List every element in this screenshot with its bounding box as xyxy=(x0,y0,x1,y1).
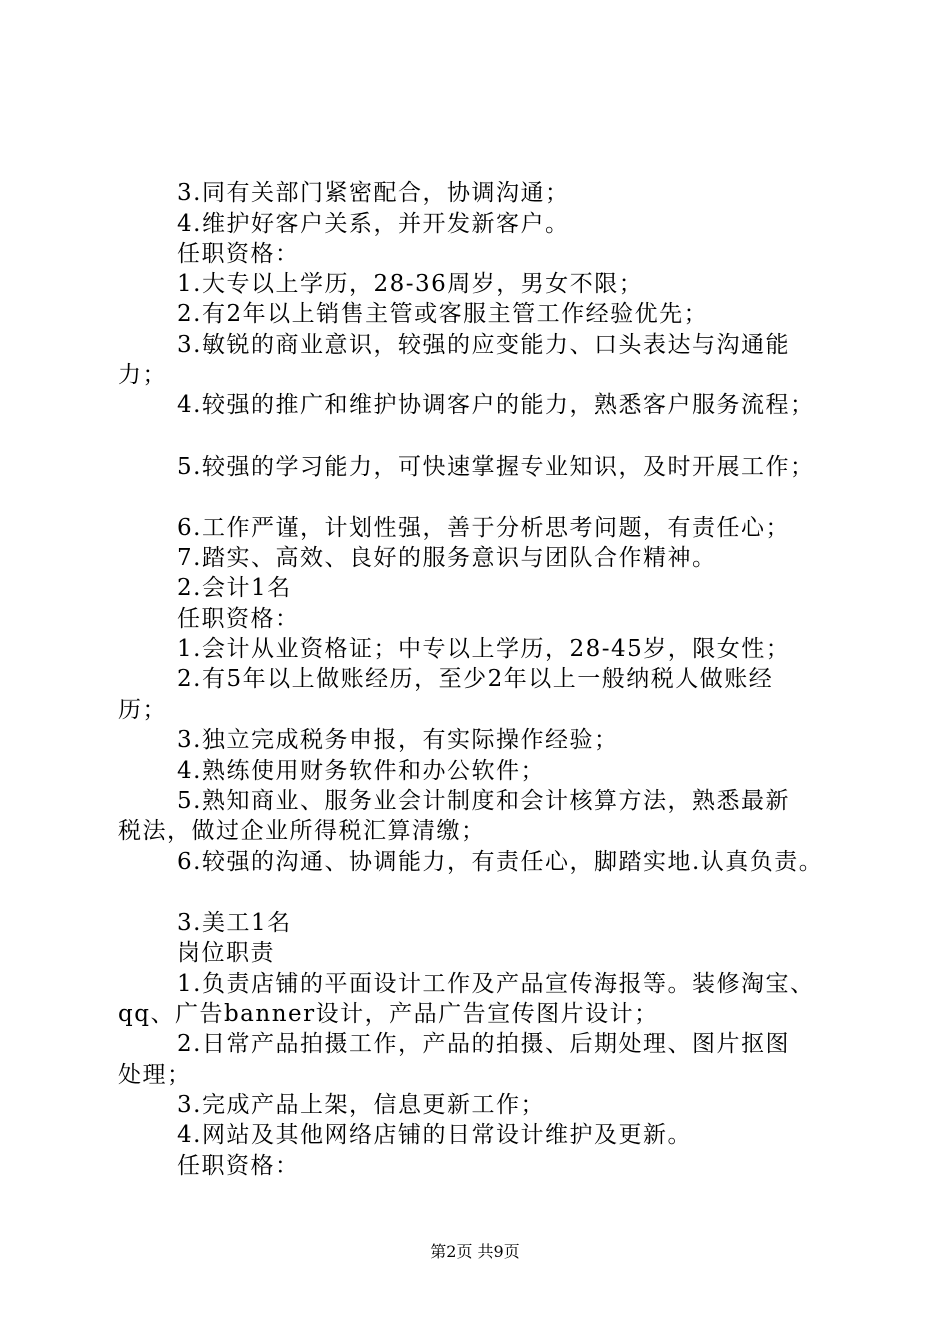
page-footer: 第2页 共9页 xyxy=(430,1242,520,1261)
section-heading: 2.会计1名 xyxy=(177,575,292,601)
text-line: 3.独立完成税务申报，有实际操作经验； xyxy=(177,727,619,753)
text-line: 3.完成产品上架，信息更新工作； xyxy=(177,1092,545,1118)
section-heading: 3.美工1名 xyxy=(177,910,292,936)
text-line: 处理； xyxy=(118,1062,192,1088)
text-line: 4.较强的推广和维护协调客户的能力，熟悉客户服务流程； xyxy=(177,392,815,418)
text-line: 岗位职责 xyxy=(177,940,275,966)
text-line: 6.工作严谨，计划性强，善于分析思考问题，有责任心； xyxy=(177,515,790,541)
text-line: 2.日常产品拍摄工作，产品的拍摄、后期处理、图片抠图 xyxy=(177,1031,790,1057)
text-line: 5.熟知商业、服务业会计制度和会计核算方法，熟悉最新 xyxy=(177,788,790,814)
text-line: 1.负责店铺的平面设计工作及产品宣传海报等。装修淘宝、 xyxy=(177,971,815,997)
text-line: 1.会计从业资格证；中专以上学历，28-45岁，限女性； xyxy=(177,636,791,662)
text-line: 3.敏锐的商业意识，较强的应变能力、口头表达与沟通能 xyxy=(177,332,790,358)
text-line: 任职资格： xyxy=(177,1153,300,1179)
text-line: qq、广告banner设计，产品广告宣传图片设计； xyxy=(118,1001,659,1027)
text-line: 7.踏实、高效、良好的服务意识与团队合作精神。 xyxy=(177,545,717,571)
text-line: 历； xyxy=(118,697,167,723)
text-line: 1.大专以上学历，28-36周岁，男女不限； xyxy=(177,271,644,297)
text-line: 3.同有关部门紧密配合，协调沟通； xyxy=(177,180,570,206)
text-line: 任职资格： xyxy=(177,241,300,267)
text-line: 任职资格： xyxy=(177,606,300,632)
text-line: 2.有2年以上销售主管或客服主管工作经验优先； xyxy=(177,301,709,327)
text-line: 6.较强的沟通、协调能力，有责任心，脚踏实地.认真负责。 xyxy=(177,849,824,875)
text-line: 4.维护好客户关系，并开发新客户。 xyxy=(177,211,570,237)
text-line: 力； xyxy=(118,362,167,388)
text-line: 税法，做过企业所得税汇算清缴； xyxy=(118,818,486,844)
text-line: 4.熟练使用财务软件和办公软件； xyxy=(177,758,545,784)
text-line: 2.有5年以上做账经历，至少2年以上一般纳税人做账经 xyxy=(177,666,774,692)
text-line: 5.较强的学习能力，可快速掌握专业知识，及时开展工作； xyxy=(177,454,815,480)
text-line: 4.网站及其他网络店铺的日常设计维护及更新。 xyxy=(177,1122,692,1148)
